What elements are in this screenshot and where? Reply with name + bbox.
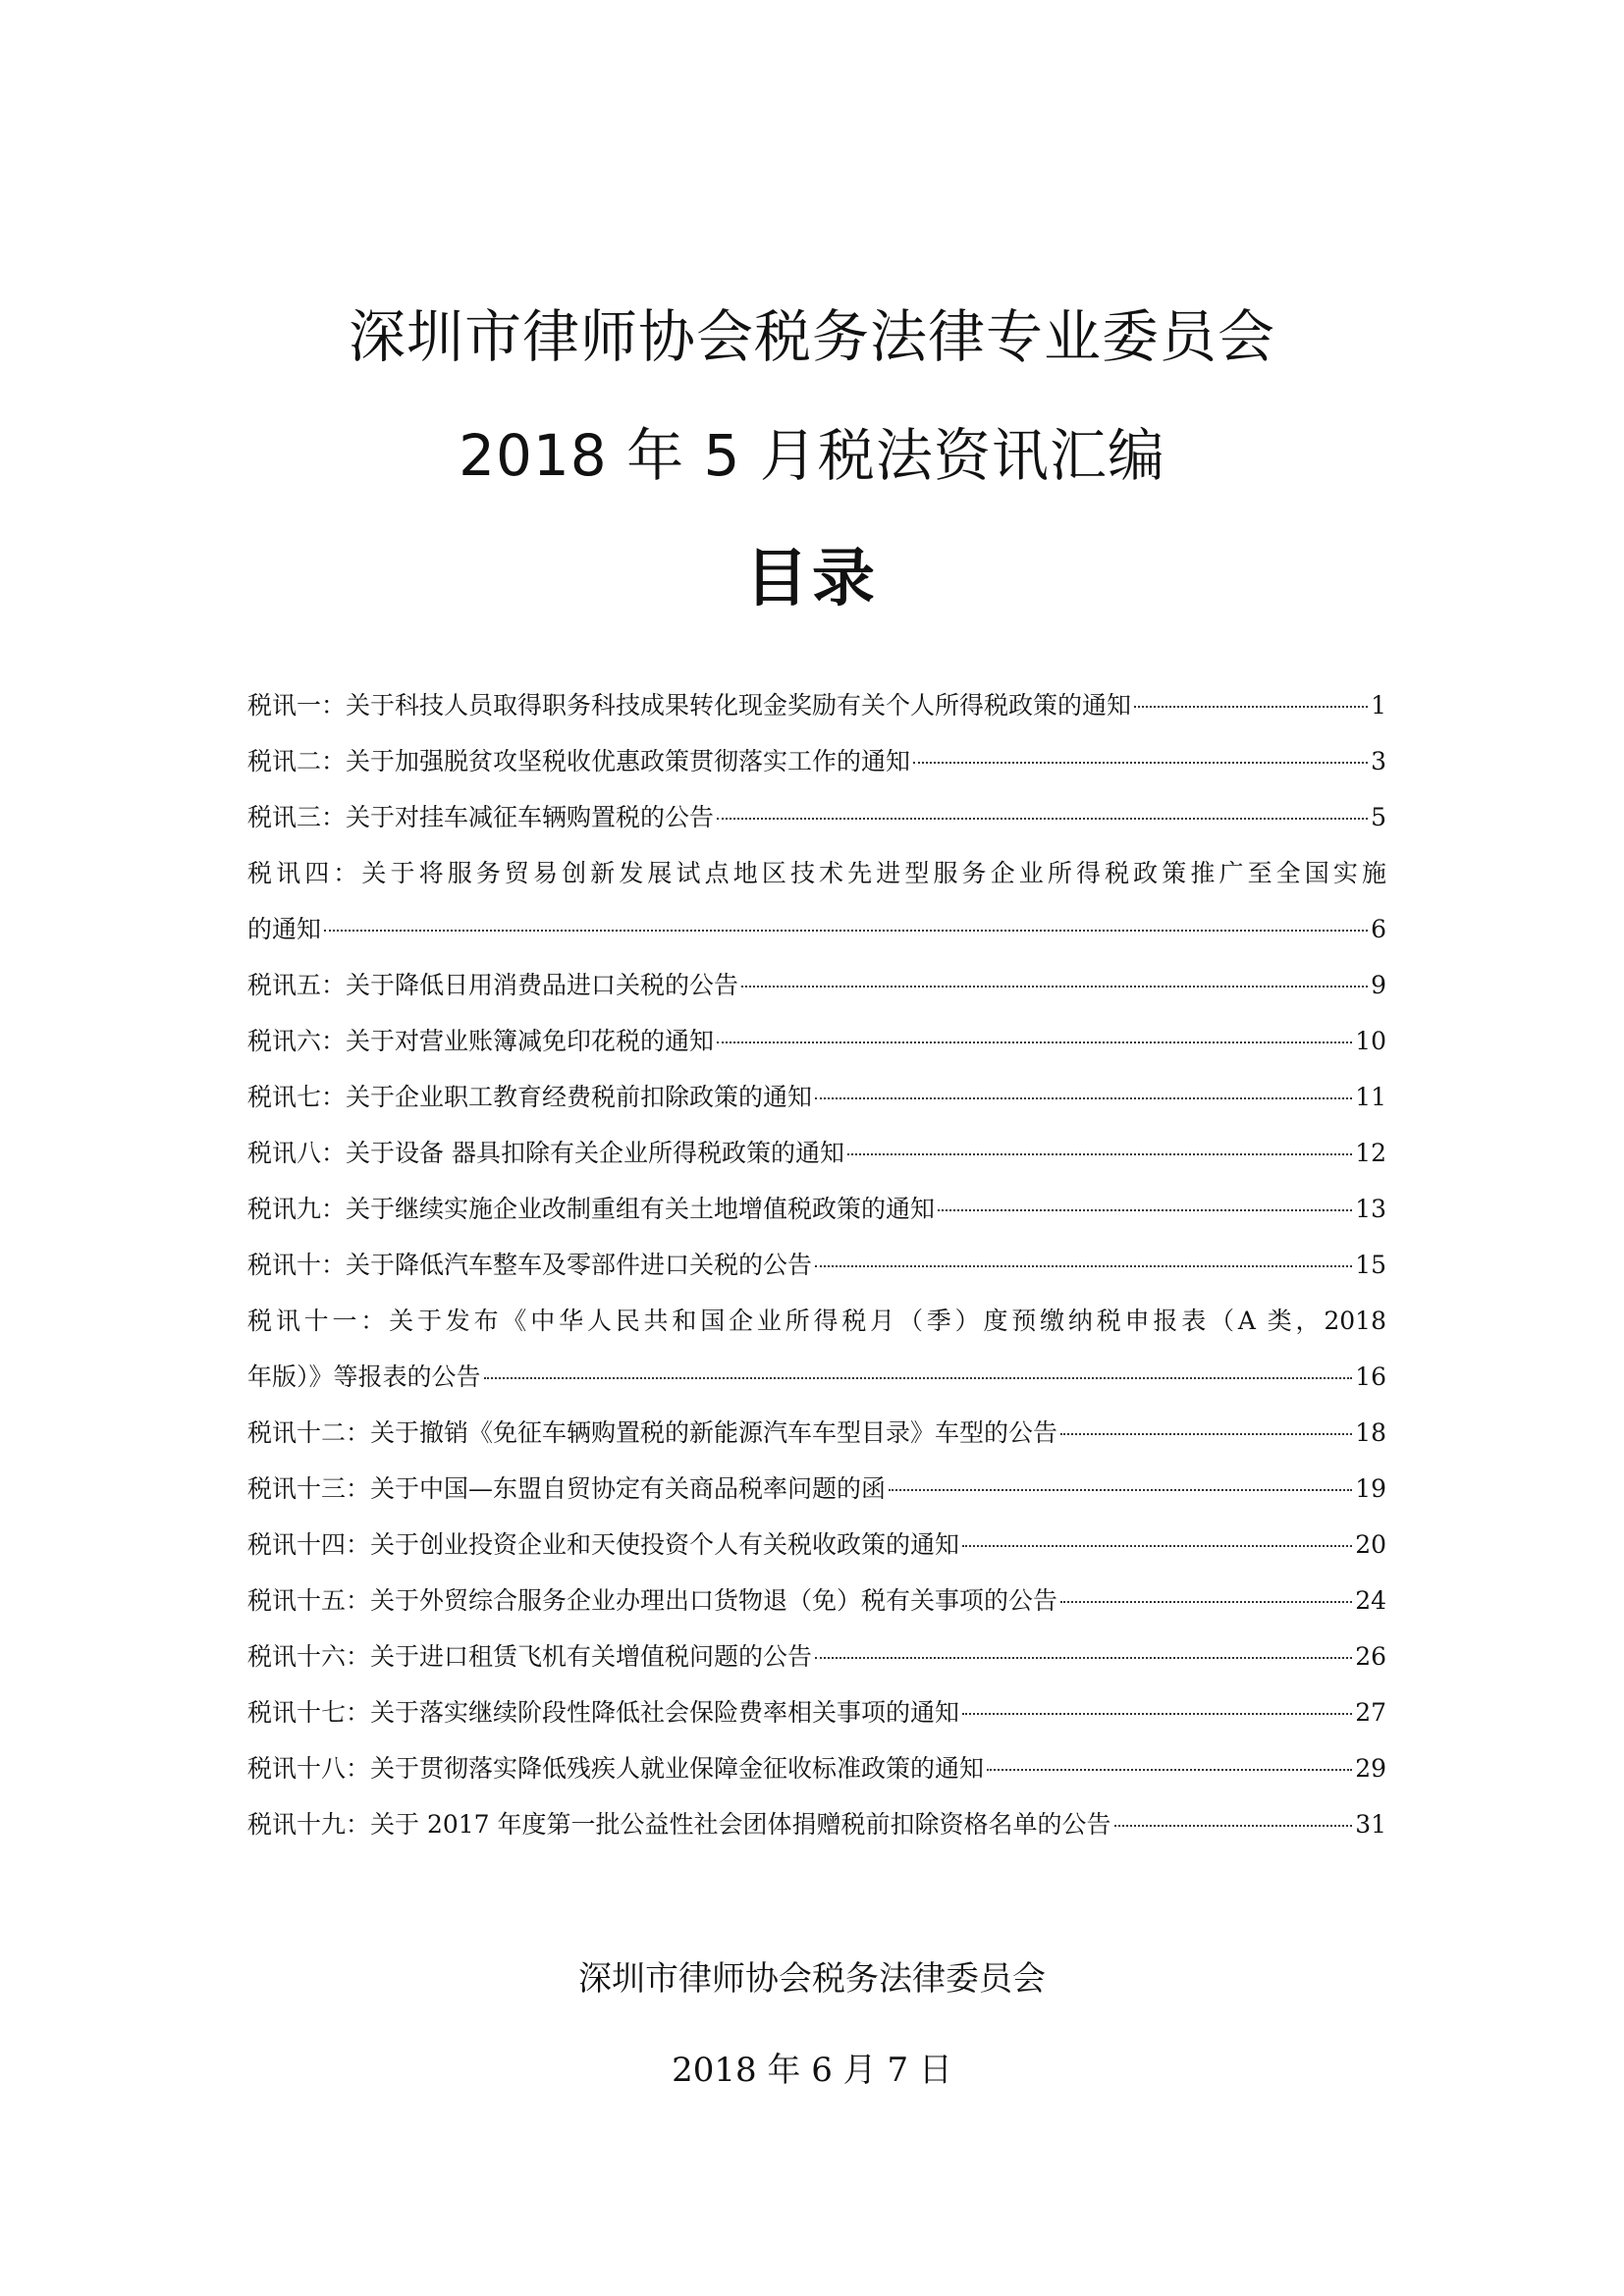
toc-heading: 目录 bbox=[745, 543, 879, 615]
toc-entry-title-line1: 税讯十一：关于发布《中华人民共和国企业所得税月（季）度预缴纳税申报表（A 类，2018 bbox=[247, 1307, 1386, 1335]
toc-dot-leader bbox=[1060, 1601, 1352, 1603]
toc-entry[interactable] bbox=[247, 1740, 1386, 1796]
toc-entry[interactable] bbox=[247, 1405, 1386, 1461]
toc-page-number: 3 bbox=[1371, 747, 1386, 775]
toc-dot-leader bbox=[938, 1209, 1352, 1211]
toc-dot-leader bbox=[324, 930, 1368, 932]
toc-entry-title: 税讯七：关于企业职工教育经费税前扣除政策的通知 bbox=[247, 1083, 813, 1111]
toc-page-number: 19 bbox=[1355, 1474, 1386, 1503]
toc-entry-row bbox=[247, 901, 1386, 957]
toc-page-number: 15 bbox=[1355, 1251, 1386, 1279]
toc-entry-title: 税讯十：关于降低汽车整车及零部件进口关税的公告 bbox=[247, 1251, 813, 1279]
toc-entry[interactable] bbox=[247, 845, 1386, 957]
toc-entry-title: 税讯十六：关于进口租赁飞机有关增值税问题的公告 bbox=[247, 1642, 813, 1671]
toc-entry[interactable] bbox=[247, 1181, 1386, 1237]
toc-page-number: 11 bbox=[1355, 1083, 1386, 1111]
toc-entry[interactable] bbox=[247, 1461, 1386, 1517]
toc-entry-row bbox=[247, 1405, 1386, 1461]
toc-entry-title: 年版）》等报表的公告 bbox=[247, 1362, 481, 1391]
toc-entry-title: 税讯十九：关于 2017 年度第一批公益性社会团体捐赠税前扣除资格名单的公告 bbox=[247, 1810, 1111, 1839]
toc-entry[interactable] bbox=[247, 1796, 1386, 1852]
toc-entry-row bbox=[247, 789, 1386, 845]
toc-entry-title: 税讯十七：关于落实继续阶段性降低社会保险费率相关事项的通知 bbox=[247, 1698, 960, 1727]
toc-dot-leader bbox=[717, 1041, 1352, 1043]
toc-dot-leader bbox=[913, 762, 1368, 764]
toc-dot-leader bbox=[1060, 1433, 1352, 1435]
toc-entry-row bbox=[247, 1349, 1386, 1405]
document-subtitle: 2018 年 5 月税法资讯汇编 bbox=[459, 422, 1165, 489]
toc-entry[interactable] bbox=[247, 677, 1386, 733]
toc-page-number: 5 bbox=[1371, 803, 1386, 831]
toc-entry[interactable] bbox=[247, 1517, 1386, 1573]
toc-dot-leader bbox=[815, 1657, 1352, 1659]
toc-dot-leader bbox=[962, 1713, 1352, 1715]
toc-entry[interactable] bbox=[247, 1013, 1386, 1069]
toc-dot-leader bbox=[1114, 1825, 1353, 1827]
toc-page-number: 27 bbox=[1355, 1698, 1386, 1727]
toc-entry[interactable] bbox=[247, 1573, 1386, 1629]
toc-entry[interactable] bbox=[247, 1237, 1386, 1293]
toc-page-number: 24 bbox=[1355, 1586, 1386, 1615]
toc-entry[interactable] bbox=[247, 789, 1386, 845]
toc-entry-title-line1: 税讯四：关于将服务贸易创新发展试点地区技术先进型服务企业所得税政策推广至全国实施 bbox=[247, 859, 1386, 887]
toc-page-number: 29 bbox=[1355, 1754, 1386, 1783]
table-of-contents bbox=[247, 677, 1386, 1852]
toc-entry-title: 税讯二：关于加强脱贫攻坚税收优惠政策贯彻落实工作的通知 bbox=[247, 747, 911, 775]
toc-entry[interactable] bbox=[247, 1069, 1386, 1125]
toc-entry[interactable] bbox=[247, 733, 1386, 789]
footer-date: 2018 年 6 月 7 日 bbox=[672, 2051, 952, 2090]
toc-dot-leader bbox=[815, 1265, 1352, 1267]
toc-page-number: 13 bbox=[1355, 1195, 1386, 1223]
toc-page-number: 20 bbox=[1355, 1530, 1386, 1559]
toc-entry[interactable] bbox=[247, 1125, 1386, 1181]
toc-entry-title: 税讯三：关于对挂车减征车辆购置税的公告 bbox=[247, 803, 715, 831]
toc-entry[interactable] bbox=[247, 1684, 1386, 1740]
toc-page-number: 12 bbox=[1355, 1139, 1386, 1167]
toc-dot-leader bbox=[484, 1377, 1353, 1379]
toc-dot-leader bbox=[717, 818, 1368, 820]
toc-entry-row bbox=[247, 677, 1386, 733]
toc-entry-row bbox=[247, 1740, 1386, 1796]
toc-page-number: 31 bbox=[1355, 1810, 1386, 1839]
toc-dot-leader bbox=[1134, 706, 1368, 708]
toc-page-number: 9 bbox=[1371, 971, 1386, 999]
toc-page-number: 26 bbox=[1355, 1642, 1386, 1671]
footer-organization: 深圳市律师协会税务法律委员会 bbox=[578, 1959, 1046, 1999]
toc-entry-title: 税讯八：关于设备 器具扣除有关企业所得税政策的通知 bbox=[247, 1139, 844, 1167]
toc-page-number: 6 bbox=[1371, 915, 1386, 943]
toc-dot-leader bbox=[847, 1153, 1352, 1155]
toc-entry-row bbox=[247, 1796, 1386, 1852]
toc-entry-row bbox=[247, 1069, 1386, 1125]
toc-entry-row bbox=[247, 1181, 1386, 1237]
toc-entry-title: 税讯九：关于继续实施企业改制重组有关土地增值税政策的通知 bbox=[247, 1195, 936, 1223]
toc-entry-row bbox=[247, 957, 1386, 1013]
toc-entry-title: 的通知 bbox=[247, 915, 322, 943]
toc-entry-title: 税讯十八：关于贯彻落实降低残疾人就业保障金征收标准政策的通知 bbox=[247, 1754, 985, 1783]
toc-dot-leader bbox=[962, 1545, 1352, 1547]
toc-dot-leader bbox=[815, 1097, 1352, 1099]
toc-entry-row bbox=[247, 1517, 1386, 1573]
toc-entry-row bbox=[247, 1573, 1386, 1629]
toc-page-number: 18 bbox=[1355, 1418, 1386, 1447]
toc-entry-title: 税讯一：关于科技人员取得职务科技成果转化现金奖励有关个人所得税政策的通知 bbox=[247, 691, 1132, 720]
toc-entry[interactable] bbox=[247, 957, 1386, 1013]
toc-entry-row bbox=[247, 1125, 1386, 1181]
toc-entry-row bbox=[247, 1237, 1386, 1293]
toc-entry-title: 税讯六：关于对营业账簿减免印花税的通知 bbox=[247, 1027, 715, 1055]
toc-page-number: 10 bbox=[1355, 1027, 1386, 1055]
toc-dot-leader bbox=[987, 1769, 1352, 1771]
toc-entry-row bbox=[247, 1629, 1386, 1684]
toc-entry-row bbox=[247, 733, 1386, 789]
toc-entry-row bbox=[247, 1684, 1386, 1740]
toc-entry-title: 税讯十二：关于撤销《免征车辆购置税的新能源汽车车型目录》车型的公告 bbox=[247, 1418, 1058, 1447]
toc-page-number: 1 bbox=[1371, 691, 1386, 720]
toc-entry-title: 税讯十三：关于中国—东盟自贸协定有关商品税率问题的函 bbox=[247, 1474, 887, 1503]
toc-entry-row bbox=[247, 1013, 1386, 1069]
toc-entry[interactable] bbox=[247, 1293, 1386, 1405]
toc-entry-title: 税讯五：关于降低日用消费品进口关税的公告 bbox=[247, 971, 739, 999]
toc-entry-row bbox=[247, 1461, 1386, 1517]
toc-page-number: 16 bbox=[1355, 1362, 1386, 1391]
toc-entry[interactable] bbox=[247, 1629, 1386, 1684]
toc-entry-title: 税讯十五：关于外贸综合服务企业办理出口货物退（免）税有关事项的公告 bbox=[247, 1586, 1058, 1615]
toc-entry-title: 税讯十四：关于创业投资企业和天使投资个人有关税收政策的通知 bbox=[247, 1530, 960, 1559]
toc-dot-leader bbox=[889, 1489, 1352, 1491]
document-title: 深圳市律师协会税务法律专业委员会 bbox=[348, 303, 1275, 370]
toc-dot-leader bbox=[741, 986, 1368, 988]
